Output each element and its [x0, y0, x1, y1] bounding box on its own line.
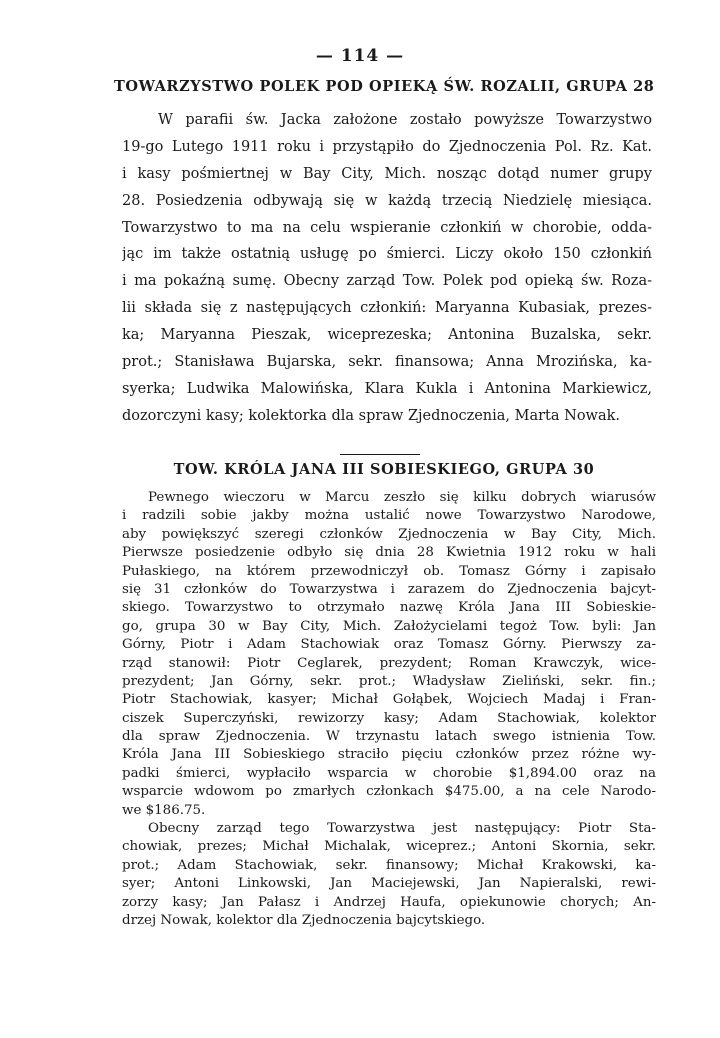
section-body-rozalia	[122, 107, 652, 430]
text-line: i kasy pośmiertnej w Bay City, Mich. nosząc dotąd numer grupy	[122, 165, 652, 182]
text-line: prezydent; Jan Górny, sekr. prot.; Władysław Zieliński, sekr. fin.;	[122, 673, 656, 689]
text-line: prot.; Adam Stachowiak, sekr. finansowy; Michał Krakowski, ka-	[122, 857, 656, 873]
text-line: syerka; Ludwika Malowińska, Klara Kukla i Antonina Markiewicz,	[122, 380, 652, 397]
text-line: padki śmierci, wypłaciło wsparcia w chorobie $1,894.00 oraz na	[122, 765, 656, 781]
section-heading-rozalia: TOWARZYSTWO POLEK POD OPIEKĄ ŚW. ROZALII, GRUPA 28	[114, 78, 655, 95]
page-number: — 114 —	[315, 46, 405, 66]
text-line: 19-go Lutego 1911 roku i przystąpiło do Zjednoczenia Pol. Rz. Kat.	[122, 138, 652, 155]
text-line: dozorczyni kasy; kolektorka dla spraw Zjednoczenia, Marta Nowak.	[122, 407, 621, 424]
text-line: aby powiększyć szeregi członków Zjednoczenia w Bay City, Mich.	[122, 526, 656, 542]
text-line: skiego. Towarzystwo to otrzymało nazwę Króla Jana III Sobieskie-	[122, 600, 656, 616]
text-line: Pewnego wieczoru w Marcu zeszło się kilku dobrych wiarusów	[148, 490, 656, 505]
text-line: ciszek Superczyński, rewizorzy kasy; Adam Stachowiak, kolektor	[122, 710, 656, 726]
text-line: zorzy kasy; Jan Pałasz i Andrzej Haufa, opiekunowie chorych; An-	[122, 894, 656, 910]
text-line: Obecny zarząd tego Towarzystwa jest następujący: Piotr Sta-	[148, 821, 656, 837]
text-line: ka; Maryanna Pieszak, wiceprezeska; Antonina Buzalska, sekr.	[122, 327, 652, 344]
text-line: rząd stanowił: Piotr Ceglarek, prezydent; Roman Krawczyk, wice-	[122, 655, 656, 671]
text-line: lii składa się z następujących członkiń: Maryanna Kubasiak, prezes-	[122, 300, 652, 317]
text-line: Piotr Stachowiak, kasyer; Michał Gołąbek, Wojciech Madaj i Fran-	[122, 692, 656, 708]
text-line: 28. Posiedzenia odbywają się w każdą trzecią Niedzielę miesiąca.	[122, 192, 652, 209]
text-line: go, grupa 30 w Bay City, Mich. Założycielami tegoż Tow. byli: Jan	[122, 618, 656, 634]
text-line: dla spraw Zjednoczenia. W trzynastu latach swego istnienia Tow.	[122, 729, 656, 745]
text-line: Króla Jana III Sobieskiego straciło pięciu członków przez różne wy-	[122, 747, 656, 763]
text-line: Pierwsze posiedzenie odbyło się dnia 28 Kwietnia 1912 roku w hali	[122, 545, 656, 561]
text-line: wsparcie wdowom po zmarłych członkach $475.00, a na cele Narodo-	[122, 784, 656, 800]
text-line: prot.; Stanisława Bujarska, sekr. finansowa; Anna Mrozińska, ka-	[122, 354, 652, 371]
text-line: W parafii św. Jacka założone zostało powyższe Towarzystwo	[158, 112, 652, 128]
text-line: jąc im także ostatnią usługę po śmierci. Liczy około 150 członkiń	[122, 246, 652, 263]
section-body-sobieski	[122, 489, 656, 930]
text-line: syer; Antoni Linkowski, Jan Maciejewski, Jan Napieralski, rewi-	[122, 876, 656, 892]
text-line: we $186.75.	[122, 802, 206, 818]
text-line: Towarzystwo to ma na celu wspieranie członkiń w chorobie, odda-	[122, 219, 652, 236]
section-heading-sobieski: TOW. KRÓLA JANA III SOBIESKIEGO, GRUPA 30	[173, 461, 595, 478]
text-line: i radzili sobie jakby można ustalić nowe Towarzystwo Narodowe,	[122, 508, 656, 524]
section-divider	[340, 454, 420, 455]
text-line: się 31 członków do Towarzystwa i zarazem do Zjednoczenia bajcyt-	[122, 581, 656, 597]
text-line: chowiak, prezes; Michał Michalak, wiceprez.; Antoni Skornia, sekr.	[122, 839, 656, 855]
text-line: Górny, Piotr i Adam Stachowiak oraz Tomasz Górny. Pierwszy za-	[122, 637, 656, 653]
text-line: drzej Nowak, kolektor dla Zjednoczenia bajcytskiego.	[122, 912, 486, 928]
text-line: Pułaskiego, na którem przewodniczył ob. Tomasz Górny i zapisało	[122, 563, 656, 579]
text-line: i ma pokaźną sumę. Obecny zarząd Tow. Polek pod opieką św. Roza-	[122, 273, 652, 290]
